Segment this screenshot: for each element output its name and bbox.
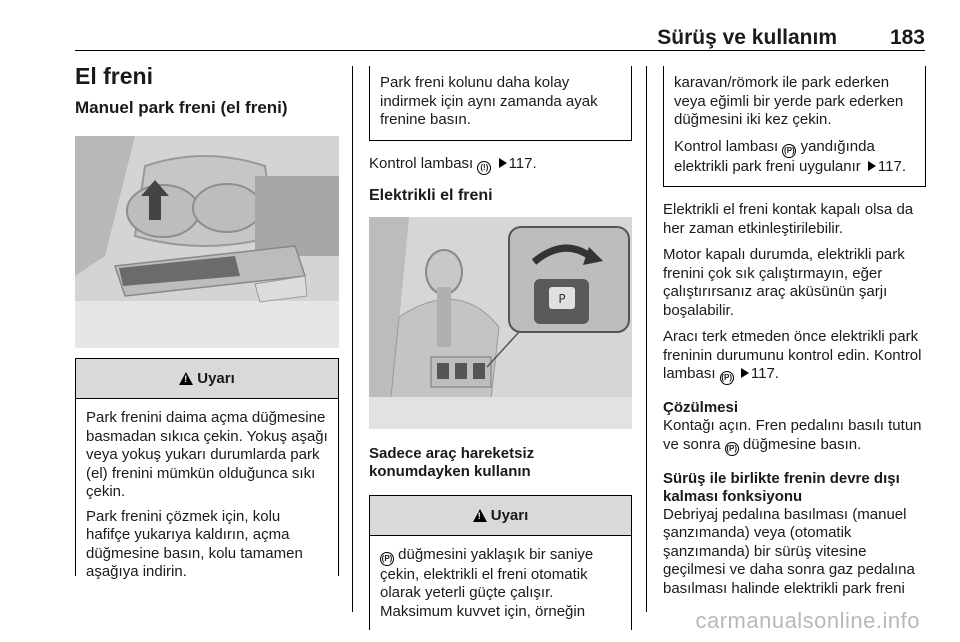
warning-box: [75, 358, 339, 580]
warning-header: [76, 359, 338, 399]
release-text: Kontağı açın. Fren pedalını basılı tutun ve sonra (P) düğmesine basın.: [663, 417, 926, 456]
epb-continued-box: [663, 66, 926, 187]
epb-photo: [369, 217, 632, 429]
column-3: [663, 66, 926, 598]
svg-text:P: P: [558, 291, 566, 306]
epb-icon: (P): [720, 371, 734, 385]
page-ref-icon: [741, 368, 749, 378]
release-heading: Çözülmesi: [663, 399, 739, 416]
epb-warning-header: [370, 496, 631, 536]
page-ref-icon: [499, 158, 507, 168]
warning-label: Uyarı: [490, 506, 529, 524]
warning-label: Uyarı: [197, 370, 235, 387]
epb-icon: (P): [380, 552, 394, 566]
page-section-title: Sürüş ve kullanım: [657, 26, 837, 49]
warning-icon: [179, 372, 193, 385]
epb-warning-text: (P) düğmesini yaklaşık bir saniye çekin, elektrikli el freni otomatik olarak yeterli güçte çalışır. Maksimum kuvvet için, örneğin: [380, 545, 594, 620]
warning-icon: [473, 509, 487, 522]
watermark: carmanualsonline.info: [695, 608, 920, 633]
lamp-label: Kontrol lambası: [369, 154, 474, 172]
header-divider: [75, 50, 925, 51]
warning-paragraph-1: Park frenini daima açma düğmesine basmadan sıkıca çekin. Yokuş aşağı veya yokuş yukarı durumlarda park (el) frenini mümkün olduğunca sıkı çekin.: [86, 409, 328, 500]
epb-heading: Elektrikli el freni: [369, 186, 493, 204]
handbrake-photo: [75, 136, 339, 348]
page-header: [75, 26, 925, 52]
box-paragraph-2: Kontrol lambası (P) yandığında elektrikli park freni uygulanır 117.: [674, 137, 907, 175]
paragraph-2: Motor kapalı durumda, elektrikli park frenini çok sık çalıştırmayın, eğer çalıştırırsanız araç aküsünün şarjı boşalabilir.: [663, 246, 905, 319]
drive-off-text: Debriyaj pedalına basılması (manuel şanzımanda) veya (otomatik şanzımanda) bir sürüş vitesine geçilmesi ve daha sonra gaz pedalına basılması halinde elektrikli park freni: [663, 505, 915, 597]
lamp-reference: [369, 155, 632, 175]
column-1: [75, 62, 339, 580]
column-divider-1: [352, 66, 353, 612]
brake-lamp-icon: (!): [477, 161, 491, 175]
epb-icon: (P): [725, 442, 739, 456]
section-subtitle: Manuel park freni (el freni): [75, 98, 288, 117]
warning-body: [76, 399, 338, 590]
page-number: 183: [889, 26, 925, 49]
p3-ref-page[interactable]: 117.: [750, 365, 779, 382]
paragraph-3: Aracı terk etmeden önce elektrikli park freninin durumunu kontrol edin. Kontrol lambası (P) 117.: [663, 328, 926, 385]
column-divider-2: [646, 66, 647, 612]
column-2: [369, 66, 632, 630]
epb-icon: (P): [782, 144, 796, 158]
paragraph-1: Elektrikli el freni kontak kapalı olsa da her zaman etkinleştirilebilir.: [663, 201, 914, 237]
page-ref-icon: [868, 161, 876, 171]
box-ref-page[interactable]: 117.: [877, 157, 907, 175]
note-box: [369, 66, 632, 141]
box-paragraph-1: karavan/römork ile park ederken veya eğimli bir yerde park ederken düğmesini iki kez çekin.: [674, 74, 904, 128]
section-title: El freni: [75, 63, 153, 89]
note-text: Park freni kolunu daha kolay indirmek için aynı zamanda ayak frenine basın.: [380, 74, 598, 128]
warning-paragraph-2: Park frenini çözmek için, kolu hafifçe yukarıya kaldırın, açma düğmesine basın, kolu tamamen aşağıya indirin.: [86, 507, 303, 580]
drive-off-heading: Sürüş ile birlikte frenin devre dışı kalması fonksiyonu: [663, 469, 900, 505]
usage-note-heading: Sadece araç hareketsiz konumdayken kullanın: [369, 444, 535, 480]
lamp-ref-page[interactable]: 117.: [508, 154, 537, 172]
